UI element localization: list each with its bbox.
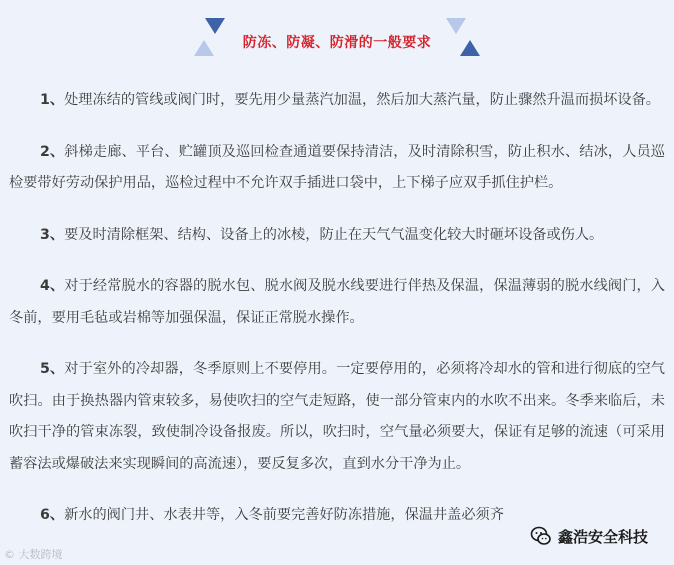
item-number: 4、 [40, 278, 65, 294]
triangle-up-decoration [460, 40, 480, 56]
watermark-text: 鑫浩安全科技 [558, 527, 649, 546]
triangle-down-decoration [205, 18, 225, 34]
item-number: 2、 [40, 143, 65, 160]
item-number: 3、 [40, 226, 65, 243]
triangle-down-decoration [446, 18, 466, 34]
paragraph-3 [9, 220, 665, 252]
paragraph-text: 对于室外的冷却器，冬季原则上不要停用。一定要停用的，必须将冷却水的管和进行彻底的空气吹扫。由于换热器内管束较多，易使吹扫的空气走短路，使一部分管束内的水吹不出来。冬季来临后，未吹扫干净的管束冻裂，致使制冷设备报废。所以，吹扫时，空气量必须要大，保证有足够的流速（可采用蓄容法或爆破法来实现瞬间的高流速），要反复多次，直到水分干净为止。 [9, 361, 665, 472]
paragraph-1 [9, 85, 665, 117]
paragraph-text: 斜梯走廊、平台、贮罐顶及巡回检查通道要保持清洁，及时清除积雪，防止积水、结冰，人员巡检要带好劳动保护用品，巡检过程中不允许双手插进口袋中，上下梯子应双手抓住护栏。 [9, 143, 665, 191]
item-number: 6、 [40, 507, 65, 523]
item-number: 5、 [40, 361, 65, 377]
wechat-icon [530, 525, 552, 547]
triangle-up-decoration [194, 40, 214, 56]
paragraph-text: 处理冻结的管线或阀门时，要先用少量蒸汽加温，然后加大蒸汽量，防止骤然升温而损坏设备。 [64, 92, 660, 108]
paragraph-text: 新水的阀门井、水表井等，入冬前要完善好防冻措施，保温井盖必须齐 [64, 507, 504, 523]
section-header [0, 18, 674, 62]
paragraph-2 [9, 137, 665, 200]
section-title: 防冻、防凝、防滑的一般要求 [242, 35, 432, 51]
wechat-watermark [530, 521, 648, 551]
item-number: 1、 [40, 92, 65, 108]
paragraph-5 [9, 354, 665, 480]
source-credit: © 大数跨境 [4, 548, 63, 561]
article-body [9, 85, 665, 552]
paragraph-text: 对于经常脱水的容器的脱水包、脱水阀及脱水线要进行伴热及保温，保温薄弱的脱水线阀门，入冬前，要用毛毡或岩棉等加强保温，保证正常脱水操作。 [9, 278, 665, 326]
paragraph-4 [9, 271, 665, 334]
paragraph-text: 要及时清除框架、结构、设备上的冰棱，防止在天气气温变化较大时砸坏设备或伤人。 [64, 226, 604, 243]
